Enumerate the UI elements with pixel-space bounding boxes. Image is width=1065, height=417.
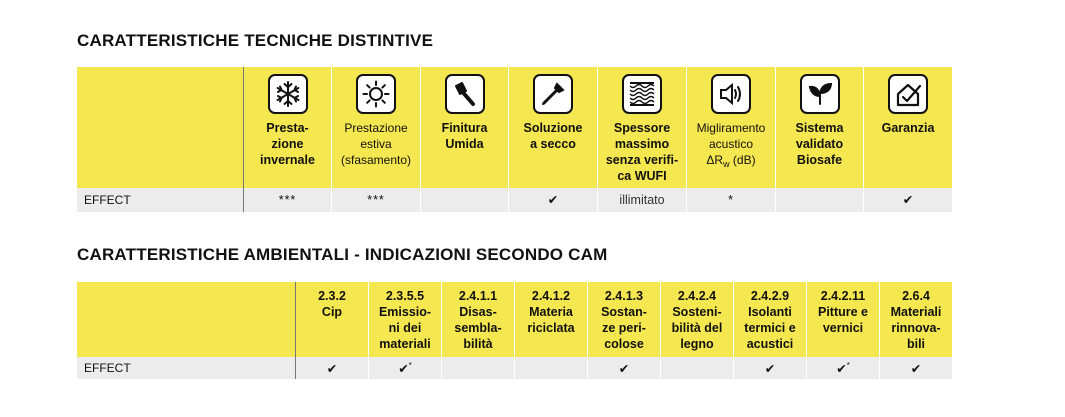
column-header-winter bbox=[243, 67, 331, 188]
column-label: 2.3.5.5 Emissio- ni dei materiali bbox=[378, 289, 432, 351]
column-label: 2.4.2.11 Pitture e vernici bbox=[817, 289, 868, 335]
value-cell: *** bbox=[243, 188, 331, 212]
column-label: Presta- zione invernale bbox=[260, 121, 315, 167]
value-cell bbox=[775, 188, 863, 212]
header-blank-cell bbox=[77, 282, 295, 357]
column-header-cam bbox=[660, 282, 733, 357]
column-header-warranty bbox=[863, 67, 952, 188]
snowflake-icon bbox=[268, 74, 308, 114]
screw-icon bbox=[533, 74, 573, 114]
column-header-cam bbox=[879, 282, 952, 357]
value-cell bbox=[514, 357, 587, 379]
value-cell: illimitato bbox=[597, 188, 686, 212]
column-label bbox=[687, 120, 775, 172]
check-mark: ✔ bbox=[326, 362, 338, 377]
column-header-cam bbox=[295, 282, 368, 357]
value-cell: ✔ bbox=[508, 188, 597, 212]
house-check-icon bbox=[888, 74, 928, 114]
row-label-effect: EFFECT bbox=[77, 188, 243, 212]
check-mark: ✔ bbox=[398, 362, 409, 377]
column-header-cam bbox=[368, 282, 441, 357]
insulation-layer-icon bbox=[622, 74, 662, 114]
column-header-finish bbox=[420, 67, 508, 188]
value-cell bbox=[295, 357, 368, 379]
column-label: 2.4.1.2 Materia riciclata bbox=[527, 289, 575, 335]
column-label: 2.4.2.9 Isolanti termici e acustici bbox=[744, 289, 796, 351]
column-header-cam bbox=[733, 282, 806, 357]
section-title-technical: CARATTERISTICHE TECNICHE DISTINTIVE bbox=[77, 31, 434, 50]
column-label-tail: (dB) bbox=[729, 153, 756, 167]
technical-features-table bbox=[77, 67, 952, 212]
value-cell bbox=[879, 357, 952, 379]
footnote-mark: * bbox=[846, 361, 850, 371]
value-cell bbox=[441, 357, 514, 379]
paint-brush-icon bbox=[445, 74, 485, 114]
check-mark: ✔ bbox=[618, 362, 630, 377]
column-header-cam bbox=[806, 282, 879, 357]
check-mark: ✔ bbox=[764, 362, 776, 377]
value-cell bbox=[733, 357, 806, 379]
environmental-criteria-table bbox=[77, 282, 952, 379]
value-cell: *** bbox=[331, 188, 420, 212]
column-label-main: Migliramento acustico ΔR bbox=[696, 121, 766, 167]
footnote-mark: * bbox=[408, 361, 412, 371]
column-header-cam bbox=[441, 282, 514, 357]
column-label: 2.3.2 Cip bbox=[318, 289, 346, 319]
value-cell bbox=[806, 357, 879, 379]
value-cell bbox=[420, 188, 508, 212]
speaker-icon bbox=[711, 74, 751, 114]
column-header-biosafe bbox=[775, 67, 863, 188]
value-cell: * bbox=[686, 188, 775, 212]
value-cell bbox=[660, 357, 733, 379]
check-mark: ✔ bbox=[910, 362, 922, 377]
value-cell: ✔ bbox=[863, 188, 952, 212]
column-label: 2.4.1.3 Sostan- ze peri- colose bbox=[601, 289, 647, 351]
column-label-subscript: w bbox=[723, 159, 730, 169]
sun-icon bbox=[356, 74, 396, 114]
column-label: Sistema validato Biosafe bbox=[795, 121, 844, 167]
column-header-thickness bbox=[597, 67, 686, 188]
column-label: Garanzia bbox=[881, 121, 935, 135]
column-label: Finitura Umida bbox=[441, 121, 488, 151]
section-title-environmental: CARATTERISTICHE AMBIENTALI - INDICAZIONI SECONDO CAM bbox=[77, 245, 608, 264]
column-label: 2.4.2.4 Sosteni- bilità del legno bbox=[671, 289, 723, 351]
column-label: Prestazione estiva (sfasamento) bbox=[340, 121, 412, 167]
column-header-dry bbox=[508, 67, 597, 188]
leaf-icon bbox=[800, 74, 840, 114]
column-header-cam bbox=[587, 282, 660, 357]
column-header-acoustic bbox=[686, 67, 775, 188]
column-header-cam bbox=[514, 282, 587, 357]
check-mark: ✔ bbox=[836, 362, 847, 377]
value-cell bbox=[587, 357, 660, 379]
column-label: 2.4.1.1 Disas- sembla- bilità bbox=[454, 289, 502, 351]
row-label-effect: EFFECT bbox=[77, 357, 295, 379]
column-header-summer bbox=[331, 67, 420, 188]
header-blank-cell bbox=[77, 67, 243, 188]
value-cell bbox=[368, 357, 441, 379]
column-label: Spessore massimo senza verifi- ca WUFI bbox=[605, 121, 679, 183]
column-label: 2.6.4 Materiali rinnova- bili bbox=[890, 289, 942, 351]
column-label: Soluzione a secco bbox=[523, 121, 583, 151]
